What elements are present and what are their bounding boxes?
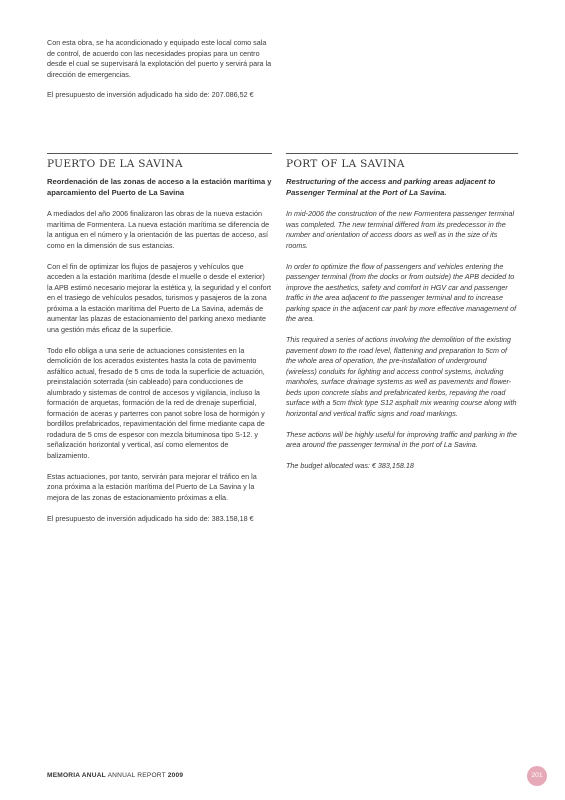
intro-budget: El presupuesto de inversión adjudicado ha sido de: 207.086,52 €: [47, 90, 254, 99]
section-divider: [286, 153, 518, 154]
body-paragraph: A mediados del año 2006 finalizaron las obras de la nueva estación marítima de Formentera. La nueva estación marítima se diferencia de la antigua en el número y la orientación de las puertas de acceso, así como en la dimensión de sus estancias.: [47, 209, 270, 250]
body-paragraph: Con el fin de optimizar los flujos de pasajeros y vehículos que acceden a la estación marítima (desde el muelle o desde el exterior) la APB estimó necesario mejorar la estética y, la seguridad y el confort en el trasiego de vehículos pesados, turismos y pasajeros de la zona próxima a la estación marítima del Puerto de La Savina, además de aumentar las plazas de estacionamiento del parking anexo mediante una gestión más eficaz de la superficie.: [47, 261, 271, 334]
section-divider: [47, 153, 272, 154]
section-subheading: Restructuring of the access and parking areas adjacent to Passenger Terminal at the Port of La Savina.: [286, 177, 496, 197]
intro-paragraph: Con esta obra, se ha acondicionado y equipado este local como sala de control, de acuerdo con las necesidades propias para un centro desde el cual se supervisará la explotación del puerto y servirá para la dirección de emergencias.: [47, 38, 272, 79]
budget-paragraph: El presupuesto de inversión adjudicado ha sido de: 383.158,18 €: [47, 513, 254, 523]
intro-section: [47, 38, 272, 111]
page-number-badge: 201: [527, 766, 547, 786]
section-subheading: Reordenación de las zonas de acceso a la estación marítima y aparcamiento del Puerto de La Savina: [47, 177, 272, 197]
footer-title-bold: MEMORIA ANUAL: [47, 772, 106, 779]
body-paragraph: Todo ello obliga a una serie de actuaciones consistentes en la demolición de los acerados existentes hasta la cota de pavimento asfáltico actual, fresado de 5 cms de toda la superficie de actuación, preinstalación soterrada (sin cableado) para conducciones de alumbrado y sistemas de control de accesos y vigilancia, incluso la formación de arquetas, formación de la red de drenaje superficial, formación de aceras y parterres con panot sobre losa de hormigón y bordillos prefabricados, repavimentación del firme mediante capa de rodadura de 5 cms de espesor con mezcla bituminosa tipo S-12. y señalización horizontal y vertical, así como elementos de balizamiento.: [47, 345, 265, 460]
body-paragraph: In order to optimize the flow of passengers and vehicles entering the passenger terminal (from the docks or from outside) the APB decided to improve the aesthetics, safety and comfort in HGV car and passenger traffic in the area adjacent to the passenger terminal and to increase parking space in the adjacent car park by more effective management of the area.: [286, 261, 517, 323]
section-heading: PORT OF LA SAVINA: [286, 158, 405, 170]
body-paragraph: This required a series of actions involving the demolition of the existing pavement down to the road level, flattening and preparation to 5cm of the whole area of operation, the pre-installation of underground (wireless) conduits for lighting and access control systems, including manholes, surface drainage systems as well as pavements and flower-beds upon concrete slabs and prefabricated kerbs, repaving the road surface with a 5cm thick type S12 asphalt mix wearing course along with horizontal and vertical traffic signs and road markings.: [286, 335, 517, 418]
body-paragraph: These actions will be highly useful for improving traffic and parking in the area around the passenger terminal in the port of La Savina.: [286, 429, 517, 449]
budget-paragraph: The budget allocated was: € 383,158.18: [286, 461, 414, 470]
section-heading: PUERTO DE LA SAVINA: [47, 158, 183, 170]
body-paragraph: Estas actuaciones, por tanto, servirán para mejorar el tráfico en la zona próxima a la estación marítima del Puerto de La Savina y la mejora de las zonas de estacionamiento próximas a ella.: [47, 471, 257, 502]
footer: [47, 772, 183, 779]
spanish-column: [47, 153, 272, 535]
footer-title-regular: ANNUAL REPORT: [107, 772, 166, 779]
footer-year: 2009: [167, 772, 184, 779]
body-paragraph: In mid-2006 the construction of the new Formentera passenger terminal was completed. The new terminal differed from its predecessor in the number and orientation of access doors as well as in the size of its rooms.: [286, 209, 515, 250]
english-column: [286, 153, 518, 482]
